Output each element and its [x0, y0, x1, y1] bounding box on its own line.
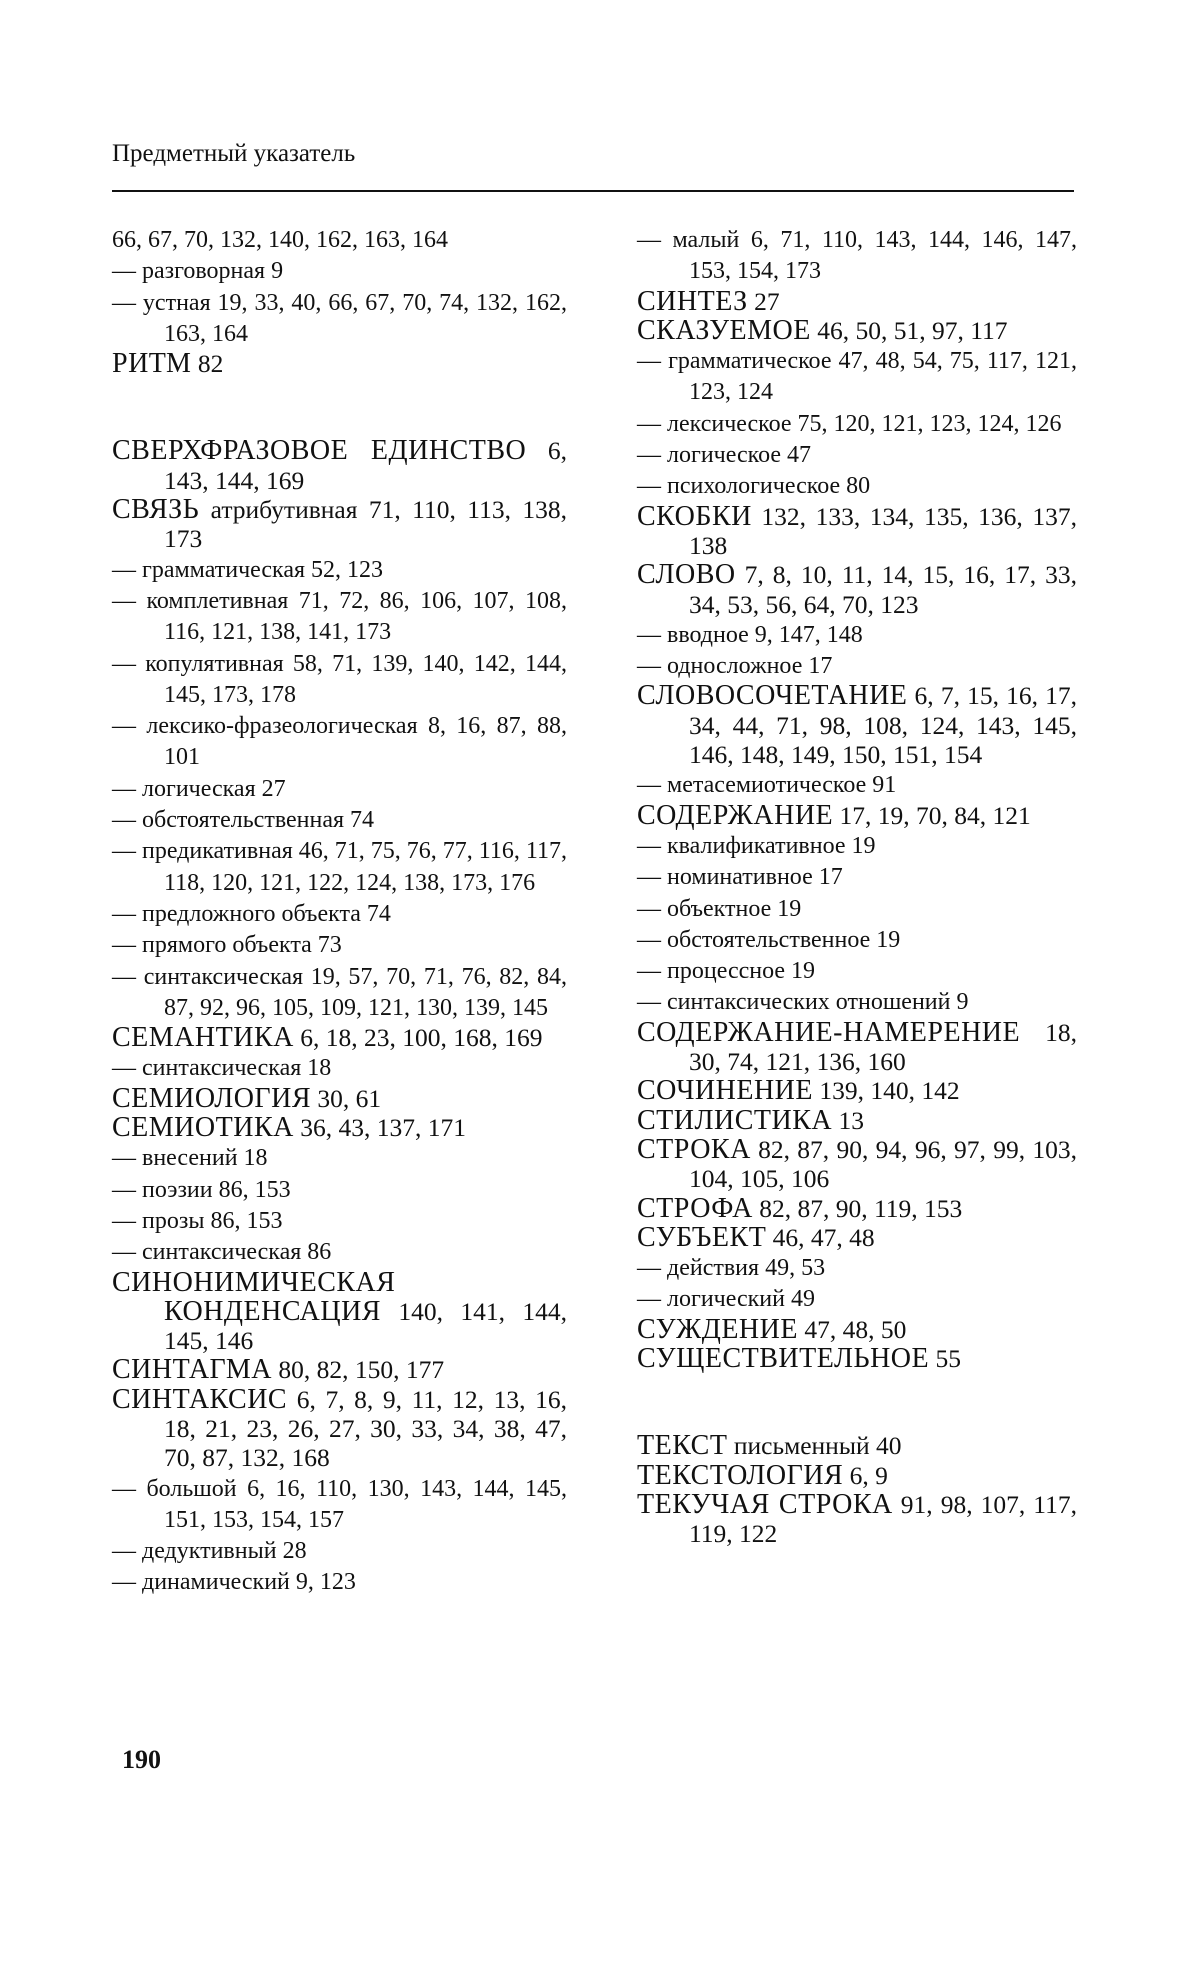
index-subentry: [637, 924, 1077, 955]
index-subentry: [637, 830, 1077, 861]
index-pages: 139, 140, 142: [813, 1076, 960, 1106]
index-subterm: — поэзии 86, 153: [112, 1176, 291, 1203]
index-pages: 47, 48, 50: [797, 1314, 907, 1344]
index-entry: [637, 560, 1077, 619]
index-entry: [637, 1194, 1077, 1223]
index-entry: [637, 1431, 1077, 1460]
index-subterm: — объектное 19: [637, 895, 802, 922]
index-entry: [637, 502, 1077, 561]
index-subentry: [112, 1052, 567, 1083]
index-subterm: — прозы 86, 153: [112, 1207, 283, 1234]
index-subterm: — синтаксических отношений 9: [637, 989, 969, 1016]
index-entry: [637, 316, 1077, 345]
index-pages: 7, 8, 10, 11, 14, 15, 16, 17, 33, 34, 53, 56, 64, 70, 123: [689, 560, 1077, 619]
index-subentry: [112, 898, 567, 929]
index-subentry: [637, 439, 1077, 470]
index-entry: [637, 1018, 1077, 1077]
index-subentry: [637, 619, 1077, 650]
index-subentry: [112, 585, 567, 648]
index-subterm: — логическое 47: [637, 442, 812, 469]
index-subentry: [637, 345, 1077, 408]
index-subterm: — динамический 9, 123: [112, 1569, 356, 1596]
index-term: СКОБКИ: [637, 500, 752, 532]
index-subentry: [112, 554, 567, 585]
index-entry: [637, 1135, 1077, 1194]
index-subterm: — синтаксическая 86: [112, 1239, 332, 1266]
index-subterm: — разговорная 9: [112, 258, 284, 285]
index-term: СЕМИОТИКА: [112, 1112, 294, 1144]
index-term: ТЕКУЧАЯ СТРОКА: [637, 1488, 893, 1520]
index-subterm: — лексическое 75, 120, 121, 123, 124, 126: [637, 410, 1062, 437]
index-subentry: [112, 929, 567, 960]
index-entry: [112, 436, 567, 495]
index-pages: 36, 43, 137, 171: [293, 1113, 466, 1143]
index-column-left: [112, 224, 567, 1598]
index-entry: [637, 1315, 1077, 1344]
index-entry: [112, 1268, 567, 1356]
index-pages: 13: [832, 1105, 864, 1135]
page-header: Предметный указатель: [112, 140, 356, 167]
index-term: СВЯЗЬ: [112, 494, 200, 526]
index-term: СОЧИНЕНИЕ: [637, 1075, 813, 1107]
index-term: РИТМ: [112, 348, 192, 380]
index-subentry: [637, 224, 1077, 287]
index-subterm: — синтаксическая 19, 57, 70, 71, 76, 82, 84, 87, 92, 96, 105, 109, 121, 130, 139, 145: [112, 963, 567, 1021]
index-subentry: [112, 1174, 567, 1205]
index-term: СТРОФА: [637, 1192, 753, 1224]
index-subterm: — грамматическая 52, 123: [112, 556, 384, 583]
index-subentry: [637, 1283, 1077, 1314]
index-term: СИНТАГМА: [112, 1354, 272, 1386]
index-term: СИНОНИМИЧЕСКАЯ КОНДЕНСАЦИЯ: [112, 1266, 396, 1327]
index-entry: [637, 287, 1077, 316]
index-pages: 6, 18, 23, 100, 168, 169: [293, 1023, 543, 1053]
index-subentry: [112, 1205, 567, 1236]
index-subterm: — логическая 27: [112, 775, 286, 802]
index-term: СОДЕРЖАНИЕ: [637, 799, 834, 831]
index-term: СЛОВОСОЧЕТАНИЕ: [637, 680, 908, 712]
index-pages: 132, 133, 134, 135, 136, 137, 138: [689, 501, 1077, 560]
index-entry: [112, 349, 567, 378]
index-term: СИНТЕЗ: [637, 285, 748, 317]
index-subentry: [637, 893, 1077, 924]
index-entry: [637, 1106, 1077, 1135]
index-term: ТЕКСТ: [637, 1430, 728, 1462]
index-pages: 91, 98, 107, 117, 119, 122: [689, 1489, 1077, 1549]
index-subentry: [112, 1566, 567, 1597]
index-pages: 17, 19, 70, 84, 121: [833, 800, 1031, 830]
index-subterm: 66, 67, 70, 132, 140, 162, 163, 164: [112, 227, 448, 253]
index-subterm: — синтаксическая 18: [112, 1055, 332, 1082]
index-pages: письменный 40: [727, 1431, 902, 1461]
index-subentry: [112, 710, 567, 773]
index-subentry: [112, 1236, 567, 1267]
index-term: ТЕКСТОЛОГИЯ: [637, 1459, 844, 1491]
index-subterm: — предикативная 46, 71, 75, 76, 77, 116, 117, 118, 120, 121, 122, 124, 138, 173, 176: [112, 838, 567, 896]
index-pages: 82, 87, 90, 94, 96, 97, 99, 103, 104, 105, 106: [689, 1134, 1077, 1194]
index-entry: [637, 1461, 1077, 1490]
index-subterm: — обстоятельственное 19: [637, 926, 901, 953]
index-pages: 6, 143, 144, 169: [164, 436, 567, 495]
index-term: СВЕРХФРАЗОВОЕ ЕДИНСТВО: [112, 435, 527, 467]
index-pages: 6, 7, 15, 16, 17, 34, 44, 71, 98, 108, 124, 143, 145, 146, 148, 149, 150, 151, 154: [689, 681, 1077, 770]
index-subterm: — устная 19, 33, 40, 66, 67, 70, 74, 132, 162, 163, 164: [112, 289, 567, 347]
index-term: СЛОВО: [637, 559, 736, 591]
index-subentry: [112, 1535, 567, 1566]
index-subterm: — предложного объекта 74: [112, 900, 391, 927]
index-entry: [637, 1490, 1077, 1549]
index-subterm: — номинативное 17: [637, 864, 843, 891]
index-subentry: [112, 961, 567, 1024]
index-pages: 82: [191, 349, 224, 379]
index-term: СУЩЕСТВИТЕЛЬНОЕ: [637, 1342, 930, 1374]
index-subentry: [637, 650, 1077, 681]
index-subterm: — психологическое 80: [637, 473, 871, 500]
index-pages: 18, 30, 74, 121, 136, 160: [689, 1017, 1077, 1077]
index-term: СТРОКА: [637, 1133, 751, 1165]
index-subterm: — односложное 17: [637, 653, 833, 680]
index-subterm: — прямого объекта 73: [112, 932, 342, 959]
index-pages: 140, 141, 144, 145, 146: [164, 1296, 567, 1356]
index-subentry: [112, 1142, 567, 1173]
index-subterm: — грамматическое 47, 48, 54, 75, 117, 121, 123, 124: [637, 348, 1077, 406]
index-subentry: [637, 769, 1077, 800]
index-pages: 30, 61: [311, 1083, 382, 1113]
index-subentry: [112, 287, 567, 350]
index-pages: 46, 50, 51, 97, 117: [810, 315, 1008, 345]
index-term: СОДЕРЖАНИЕ-НАМЕРЕНИЕ: [637, 1016, 1021, 1048]
index-entry: [112, 1023, 567, 1052]
index-term: СКАЗУЕМОЕ: [637, 314, 811, 346]
index-entry: [637, 681, 1077, 769]
index-term: СУБЪЕКТ: [637, 1221, 767, 1253]
index-pages: 46, 47, 48: [766, 1222, 875, 1252]
index-subentry: [112, 648, 567, 711]
index-subterm: — метасемиотическое 91: [637, 772, 897, 799]
index-subentry: [112, 804, 567, 835]
index-entry: [112, 1385, 567, 1473]
index-subentry: [637, 955, 1077, 986]
index-subentry: [112, 1473, 567, 1536]
index-entry: [112, 495, 567, 554]
index-term: СЕМАНТИКА: [112, 1022, 294, 1054]
index-pages: 80, 82, 150, 177: [271, 1355, 445, 1385]
index-pages: 6, 9: [843, 1460, 888, 1490]
index-entry: [112, 1355, 567, 1384]
index-subterm: — лексико-фразеологическая 8, 16, 87, 88, 101: [112, 713, 567, 771]
index-entry: [637, 1223, 1077, 1252]
index-subterm: — дедуктивный 28: [112, 1538, 307, 1565]
index-subentry: [112, 255, 567, 286]
index-pages: 82, 87, 90, 119, 153: [752, 1193, 963, 1223]
index-pages: атрибутивная 71, 110, 113, 138, 173: [164, 495, 567, 554]
index-subentry: [637, 408, 1077, 439]
index-subentry: [637, 986, 1077, 1017]
index-entry: [112, 1084, 567, 1113]
index-subterm: — большой 6, 16, 110, 130, 143, 144, 145, 151, 153, 154, 157: [112, 1475, 567, 1533]
index-subentry: [637, 1252, 1077, 1283]
index-subterm: — малый 6, 71, 110, 143, 144, 146, 147, 153, 154, 173: [637, 227, 1077, 285]
index-column-right: [637, 224, 1077, 1548]
index-subentry: [112, 224, 567, 255]
index-subterm: — действия 49, 53: [637, 1255, 826, 1282]
index-subentry: [637, 861, 1077, 892]
index-entry: [637, 1076, 1077, 1105]
index-entry: [112, 1113, 567, 1142]
index-term: СЕМИОЛОГИЯ: [112, 1082, 312, 1114]
index-subterm: — внесений 18: [112, 1145, 268, 1172]
index-entry: [637, 1344, 1077, 1373]
index-subterm: — копулятивная 58, 71, 139, 140, 142, 144, 145, 173, 178: [112, 650, 567, 708]
index-subterm: — комплетивная 71, 72, 86, 106, 107, 108, 116, 121, 138, 141, 173: [112, 587, 567, 646]
index-entry: [637, 801, 1077, 830]
index-pages: 55: [929, 1343, 961, 1373]
index-subentry: [112, 835, 567, 898]
header-rule: [112, 190, 1074, 192]
index-term: СИНТАКСИС: [112, 1383, 288, 1415]
index-subentry: [637, 470, 1077, 501]
index-pages: 27: [747, 286, 780, 316]
index-pages: 6, 7, 8, 9, 11, 12, 13, 16, 18, 21, 23, 26, 27, 30, 33, 34, 38, 47, 70, 87, 132, 168: [164, 1384, 567, 1473]
index-subterm: — обстоятельственная 74: [112, 807, 375, 834]
index-term: СТИЛИСТИКА: [637, 1104, 833, 1136]
index-subterm: — процессное 19: [637, 958, 816, 985]
index-subterm: — квалификативное 19: [637, 832, 876, 859]
index-term: СУЖДЕНИЕ: [637, 1313, 798, 1345]
page-number: 190: [122, 1745, 161, 1774]
index-subterm: — вводное 9, 147, 148: [637, 621, 863, 648]
index-subentry: [112, 773, 567, 804]
index-subterm: — логический 49: [637, 1286, 815, 1313]
